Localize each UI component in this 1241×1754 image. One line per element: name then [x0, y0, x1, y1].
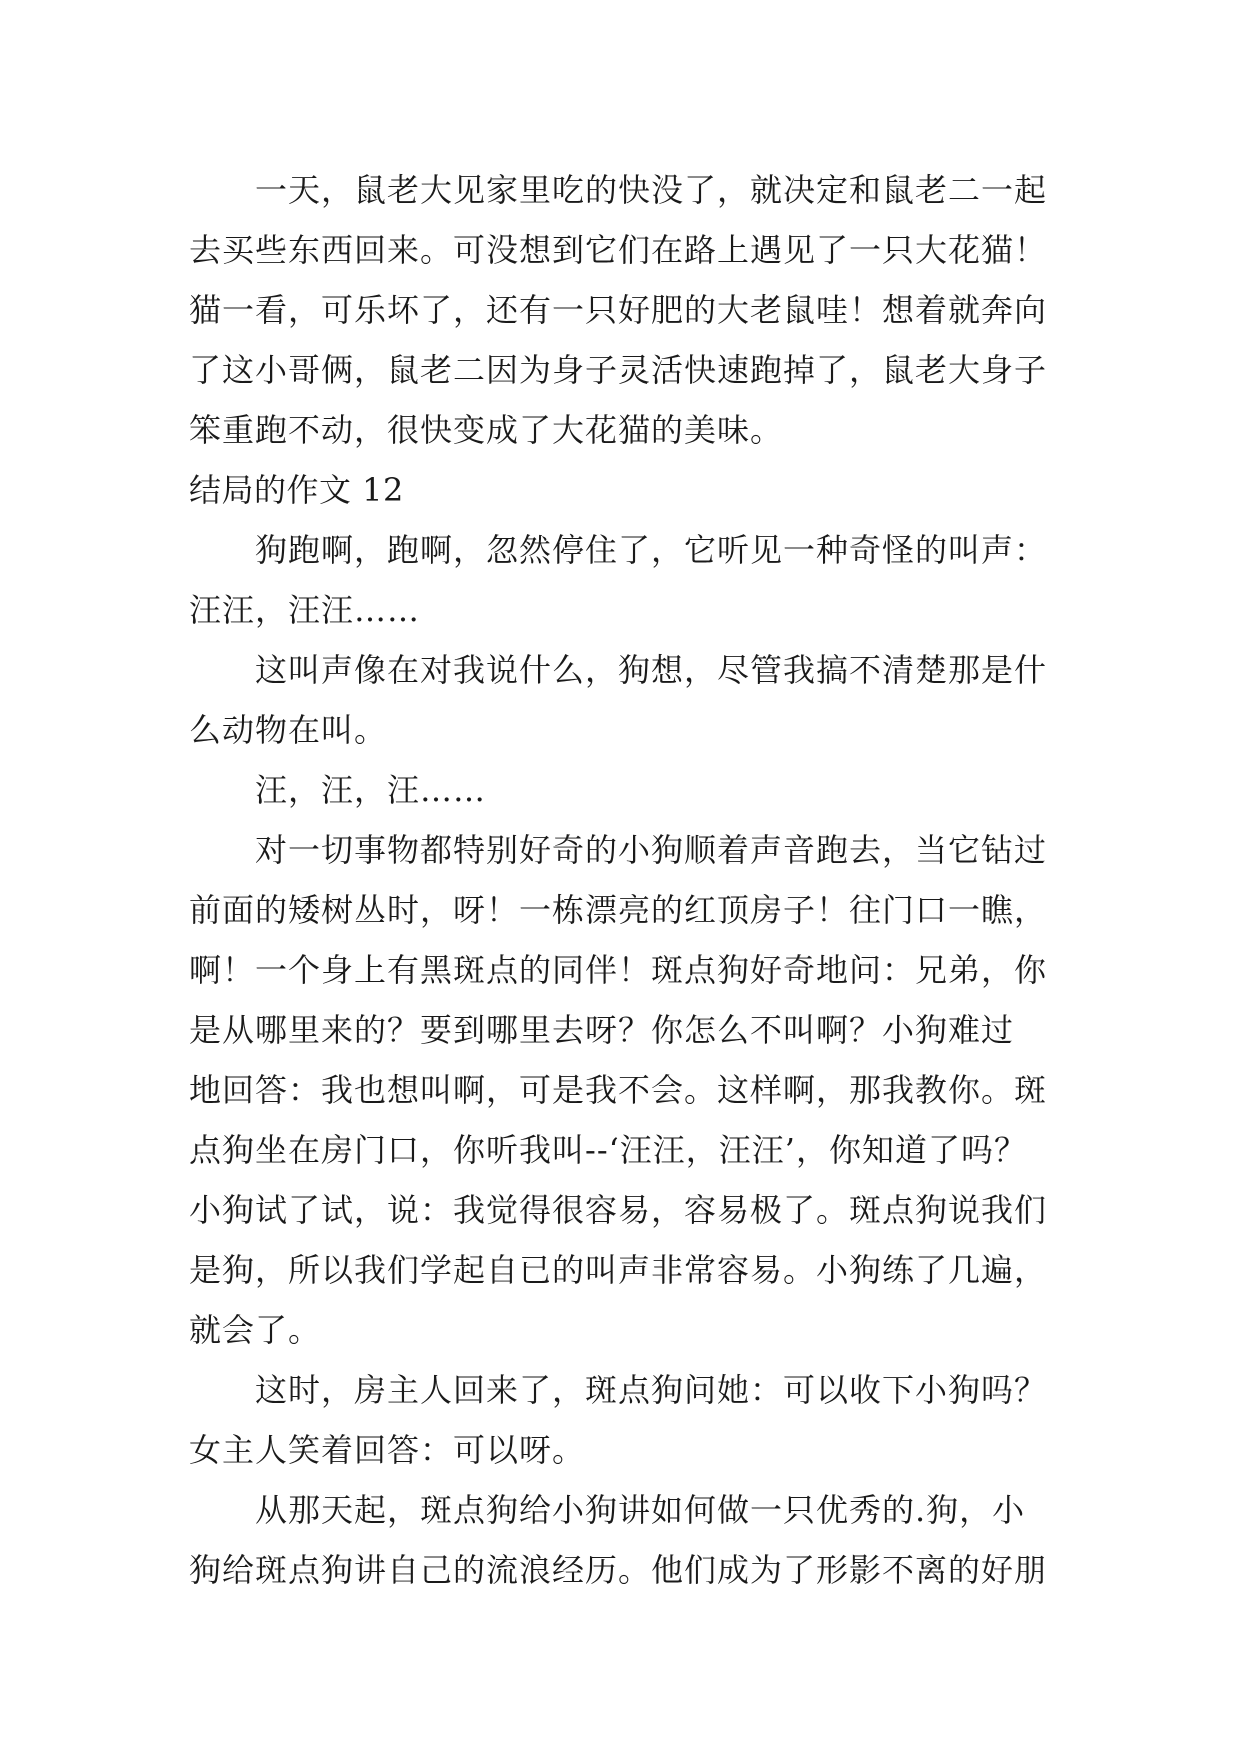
text-line: 汪，汪，汪…… — [255, 771, 487, 809]
paragraph-5 — [189, 820, 1049, 1360]
paragraph-2 — [189, 520, 1049, 640]
text-line: 狗跑啊，跑啊，忽然停住了，它听见一种奇怪的叫声： — [255, 531, 1048, 569]
text-line: 去买些东西回来。可没想到它们在路上遇见了一只大花猫！ — [189, 231, 1048, 269]
text-line: 是从哪里来的？要到哪里去呀？你怎么不叫啊？小狗难过 — [189, 1011, 1015, 1049]
text-line: 这叫声像在对我说什么，狗想，尽管我搞不清楚那是什 — [255, 651, 1048, 689]
text-line: 猫一看，可乐坏了，还有一只好肥的大老鼠哇！想着就奔向 — [189, 291, 1048, 329]
paragraph-4 — [189, 760, 1049, 820]
text-line: 从那天起，斑点狗给小狗讲如何做一只优秀的.狗，小 — [255, 1491, 1026, 1529]
text-line: 前面的矮树丛时，呀！一栋漂亮的红顶房子！往门口一瞧， — [189, 891, 1048, 929]
paragraph-1 — [189, 160, 1049, 460]
text-line: 了这小哥俩，鼠老二因为身子灵活快速跑掉了，鼠老大身子 — [189, 351, 1048, 389]
text-line: 是狗，所以我们学起自已的叫声非常容易。小狗练了几遍， — [189, 1251, 1048, 1289]
text-line: 女主人笑着回答：可以呀。 — [189, 1431, 586, 1469]
text-line: 就会了。 — [189, 1311, 322, 1349]
text-line: 地回答：我也想叫啊，可是我不会。这样啊，那我教你。斑 — [189, 1071, 1048, 1109]
section-heading — [189, 460, 1049, 520]
text-line: 这时，房主人回来了，斑点狗问她：可以收下小狗吗？ — [255, 1371, 1048, 1409]
document-body — [189, 160, 1049, 1600]
text-line: 啊！一个身上有黑斑点的同伴！斑点狗好奇地问：兄弟，你 — [189, 951, 1048, 989]
heading-text: 结局的作文 12 — [189, 471, 404, 509]
paragraph-7 — [189, 1480, 1049, 1600]
text-line: 对一切事物都特别好奇的小狗顺着声音跑去，当它钻过 — [255, 831, 1048, 869]
paragraph-3 — [189, 640, 1049, 760]
paragraph-6 — [189, 1360, 1049, 1480]
text-line: 汪汪，汪汪…… — [189, 591, 421, 629]
text-line: 笨重跑不动，很快变成了大花猫的美味。 — [189, 411, 784, 449]
text-line: 么动物在叫。 — [189, 711, 388, 749]
text-line: 小狗试了试，说：我觉得很容易，容易极了。斑点狗说我们 — [189, 1191, 1048, 1229]
text-line: 狗给斑点狗讲自己的流浪经历。他们成为了形影不离的好朋 — [189, 1551, 1048, 1589]
text-line: 一天，鼠老大见家里吃的快没了，就决定和鼠老二一起 — [255, 171, 1048, 209]
text-line: 点狗坐在房门口，你听我叫--‘汪汪，汪汪’，你知道了吗？ — [189, 1131, 1027, 1169]
